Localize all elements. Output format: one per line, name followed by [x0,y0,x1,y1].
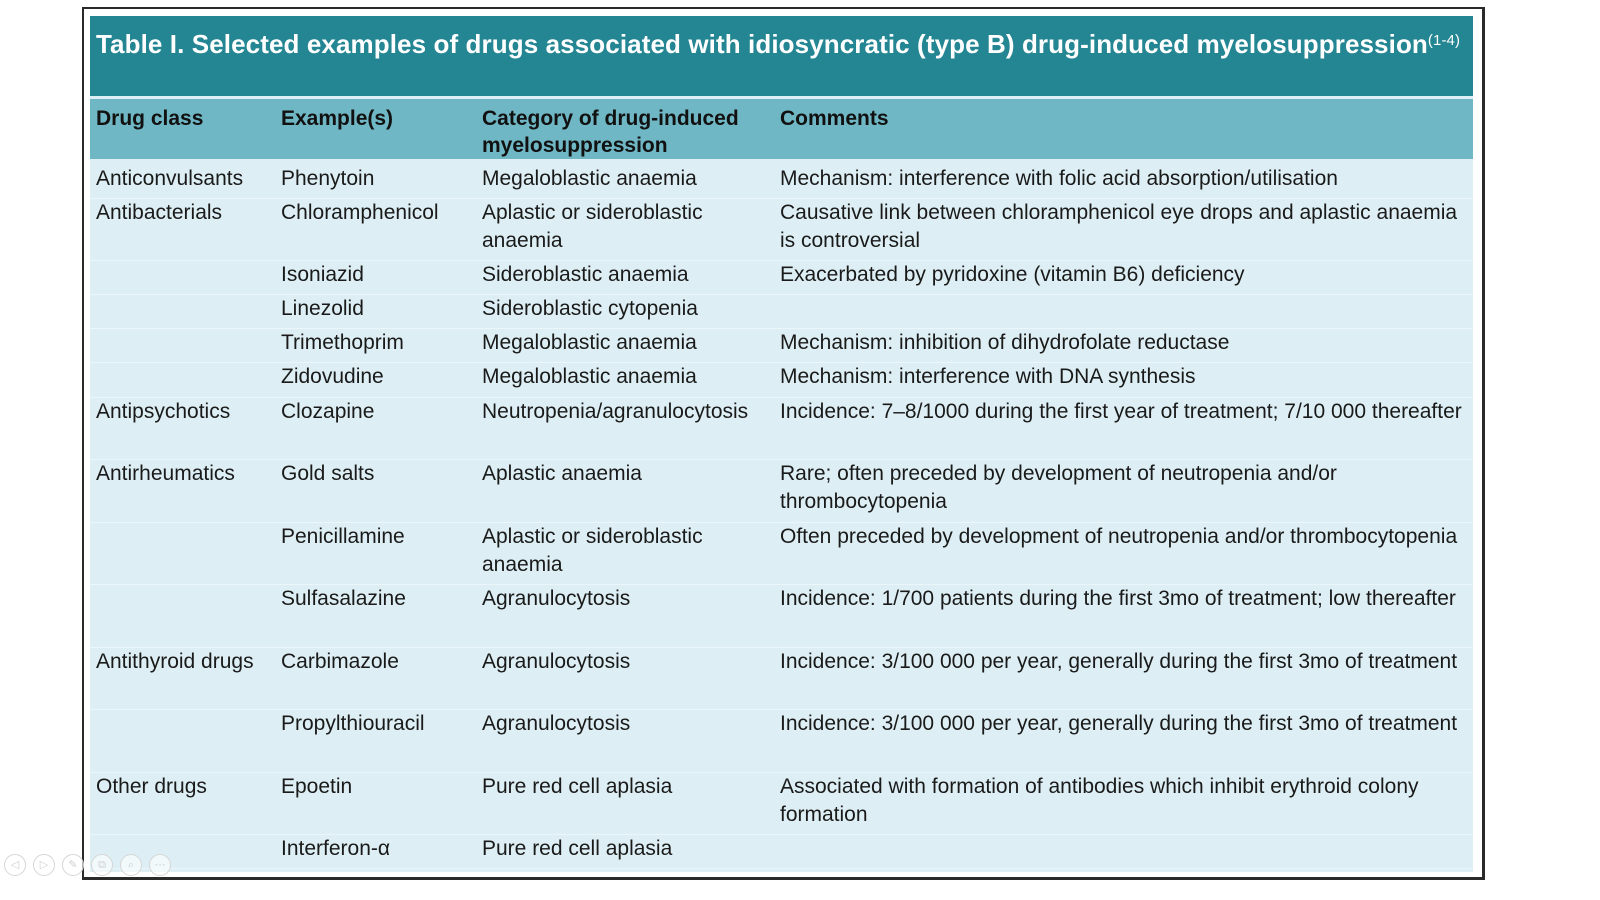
table-body [90,159,1473,869]
cell-category: Neutropenia/agranulocytosis [482,400,749,423]
cell-comments: Incidence: 7–8/1000 during the first year of treatment; 7/10 000 thereafter [780,400,1462,423]
cell-category: Megaloblastic anaemia [482,331,697,354]
table-row [90,773,1473,835]
cell-category: Pure red cell aplasia [482,775,673,798]
cell-comments: Rare; often preceded by development of neutropenia and/or thrombocytopenia [780,462,1337,513]
cell-comments: Incidence: 1/700 patients during the first 3mo of treatment; low thereafter [780,587,1456,610]
table-row [90,329,1473,363]
table-row [90,295,1473,329]
cell-category: Aplastic or sideroblastic anaemia [482,525,703,576]
pen-icon[interactable]: ✎ [62,854,84,876]
table-row [90,199,1473,261]
table-row [90,648,1473,710]
header-category: Category of drug-induced myelosuppression [482,107,739,157]
zoom-icon[interactable]: ⌕ [120,854,142,876]
cell-category: Aplastic or sideroblastic anaemia [482,201,703,252]
cell-category: Megaloblastic anaemia [482,365,697,388]
cell-category: Pure red cell aplasia [482,837,673,860]
cell-category: Agranulocytosis [482,587,631,610]
table-row [90,165,1473,199]
cell-category: Agranulocytosis [482,712,631,735]
table-header-row [90,99,1473,159]
table-row [90,261,1473,295]
cell-comments: Mechanism: inhibition of dihydrofolate reductase [780,331,1230,354]
cell-example: Phenytoin [281,167,375,190]
cell-comments: Mechanism: interference with DNA synthesis [780,365,1196,388]
cell-example: Sulfasalazine [281,587,406,610]
cell-example: Epoetin [281,775,353,798]
cell-comments: Associated with formation of antibodies which inhibit erythroid colony formation [780,775,1419,826]
cell-category: Sideroblastic anaemia [482,263,689,286]
viewer-controls [4,854,171,876]
cell-drug-class: Antithyroid drugs [96,650,254,673]
cell-example: Interferon-α [281,837,391,860]
cell-example: Isoniazid [281,263,364,286]
table-row [90,398,1473,460]
cell-drug-class: Antirheumatics [96,462,235,485]
cell-example: Clozapine [281,400,375,423]
cell-comments: Often preceded by development of neutropenia and/or thrombocytopenia [780,525,1458,548]
cell-example: Linezolid [281,297,364,320]
cell-comments: Causative link between chloramphenicol eye drops and aplastic anaemia is controversial [780,201,1458,252]
table-row [90,585,1473,648]
cell-comments: Incidence: 3/100 000 per year, generally during the first 3mo of treatment [780,650,1458,673]
table-title-reference: (1-4) [1427,32,1461,49]
prev-icon[interactable]: ◁ [4,854,26,876]
table-row [90,710,1473,773]
cell-example: Trimethoprim [281,331,404,354]
cell-example: Zidovudine [281,365,384,388]
table-row [90,835,1473,869]
copy-icon[interactable]: ⧉ [91,854,113,876]
cell-comments: Exacerbated by pyridoxine (vitamin B6) deficiency [780,263,1245,286]
table-row [90,460,1473,523]
cell-category: Sideroblastic cytopenia [482,297,698,320]
table-title [90,16,1473,96]
cell-category: Agranulocytosis [482,650,631,673]
cell-drug-class: Antipsychotics [96,400,231,423]
cell-example: Chloramphenicol [281,201,439,224]
cell-comments: Incidence: 3/100 000 per year, generally during the first 3mo of treatment [780,712,1458,735]
drug-table [90,16,1473,872]
cell-comments: Mechanism: interference with folic acid absorption/utilisation [780,167,1338,190]
header-examples: Example(s) [281,107,394,130]
cell-category: Aplastic anaemia [482,462,642,485]
cell-drug-class: Anticonvulsants [96,167,244,190]
more-icon[interactable]: ⋯ [149,854,171,876]
cell-category: Megaloblastic anaemia [482,167,697,190]
cell-drug-class: Other drugs [96,775,207,798]
cell-example: Propylthiouracil [281,712,425,735]
header-comments: Comments [780,107,889,130]
cell-drug-class: Antibacterials [96,201,223,224]
header-drug-class: Drug class [96,107,204,130]
cell-example: Gold salts [281,462,375,485]
cell-example: Carbimazole [281,650,399,673]
table-title-text: Table I. Selected examples of drugs associated with idiosyncratic (type B) drug-induced myelosuppression [96,29,1428,59]
next-icon[interactable]: ▷ [33,854,55,876]
table-row [90,363,1473,398]
table-row [90,523,1473,585]
cell-example: Penicillamine [281,525,405,548]
